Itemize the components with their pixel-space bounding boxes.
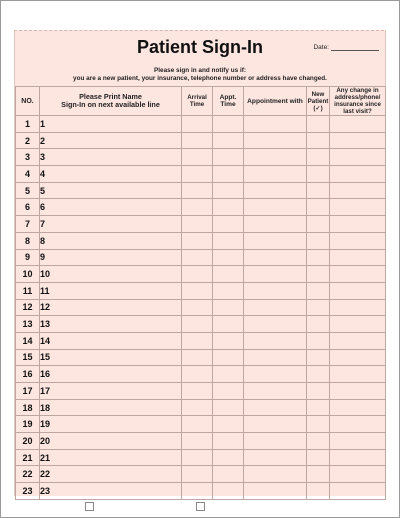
change-cell[interactable] <box>330 166 386 183</box>
row-number: 15 <box>16 349 40 366</box>
change-cell[interactable] <box>330 466 386 483</box>
table-row <box>16 399 386 416</box>
arrival-cell[interactable] <box>182 199 213 216</box>
table-header-row <box>16 87 386 116</box>
new-patient-cell[interactable] <box>307 249 330 266</box>
table-row <box>16 149 386 166</box>
appointment-with-cell[interactable] <box>244 433 307 450</box>
table-row <box>16 166 386 183</box>
row-number: 10 <box>16 266 40 283</box>
new-patient-cell[interactable] <box>307 366 330 383</box>
column-header-new-line-2: Patient <box>307 97 329 105</box>
column-header-new-line-1: New <box>311 90 325 98</box>
name-cell[interactable]: 19 <box>40 416 182 433</box>
table-row <box>16 433 386 450</box>
table-row <box>16 249 386 266</box>
row-number: 13 <box>16 316 40 333</box>
column-header-change-line-3: insurance since <box>334 101 381 108</box>
column-header-appointment-with: Appointment with <box>244 87 307 116</box>
name-cell[interactable]: 5 <box>40 182 182 199</box>
name-cell[interactable]: 1 <box>40 116 182 133</box>
table-row <box>16 216 386 233</box>
change-cell[interactable] <box>330 383 386 400</box>
table-row <box>16 349 386 366</box>
date-field[interactable] <box>313 44 379 51</box>
change-cell[interactable] <box>330 433 386 450</box>
bottom-strip <box>0 496 400 518</box>
change-cell[interactable] <box>330 316 386 333</box>
appt-cell[interactable] <box>213 149 244 166</box>
arrival-cell[interactable] <box>182 232 213 249</box>
column-header-name <box>40 87 182 116</box>
arrival-cell[interactable] <box>182 116 213 133</box>
table-row <box>16 182 386 199</box>
row-number: 22 <box>16 466 40 483</box>
change-cell[interactable] <box>330 182 386 199</box>
appointment-with-cell[interactable] <box>244 249 307 266</box>
name-cell[interactable]: 6 <box>40 199 182 216</box>
name-cell[interactable]: 14 <box>40 332 182 349</box>
appt-cell[interactable] <box>213 116 244 133</box>
name-cell[interactable]: 12 <box>40 299 182 316</box>
name-cell[interactable]: 18 <box>40 399 182 416</box>
new-patient-cell[interactable] <box>307 182 330 199</box>
table-row <box>16 199 386 216</box>
row-number: 7 <box>16 216 40 233</box>
row-number: 18 <box>16 399 40 416</box>
name-cell[interactable]: 23 <box>40 483 182 500</box>
appt-cell[interactable] <box>213 182 244 199</box>
appt-cell[interactable] <box>213 232 244 249</box>
name-cell[interactable]: 9 <box>40 249 182 266</box>
sign-in-table <box>15 86 386 500</box>
appt-cell[interactable] <box>213 383 244 400</box>
row-number: 1 <box>16 116 40 133</box>
appointment-with-cell[interactable] <box>244 299 307 316</box>
appt-cell[interactable] <box>213 449 244 466</box>
name-cell[interactable]: 15 <box>40 349 182 366</box>
appointment-with-cell[interactable] <box>244 182 307 199</box>
date-label: Date: <box>313 44 329 51</box>
appt-cell[interactable] <box>213 249 244 266</box>
new-patient-cell[interactable] <box>307 132 330 149</box>
appointment-with-cell[interactable] <box>244 149 307 166</box>
arrival-cell[interactable] <box>182 299 213 316</box>
arrival-cell[interactable] <box>182 366 213 383</box>
column-header-new-patient <box>307 87 330 116</box>
row-number: 20 <box>16 433 40 450</box>
column-header-appt-line-2: Time <box>220 101 236 108</box>
column-header-appt-line-1: Appt. <box>219 94 237 101</box>
appt-cell[interactable] <box>213 282 244 299</box>
column-header-no: NO. <box>16 87 40 116</box>
name-cell[interactable]: 20 <box>40 433 182 450</box>
row-number: 12 <box>16 299 40 316</box>
new-patient-cell[interactable] <box>307 149 330 166</box>
perforation-line <box>14 30 384 31</box>
row-number: 9 <box>16 249 40 266</box>
appointment-with-cell[interactable] <box>244 466 307 483</box>
column-header-name-line-1: Please Print Name <box>79 91 142 101</box>
column-header-change <box>330 87 386 116</box>
table-row <box>16 332 386 349</box>
table-row <box>16 383 386 400</box>
arrival-cell[interactable] <box>182 282 213 299</box>
new-patient-cell[interactable] <box>307 299 330 316</box>
row-number: 11 <box>16 282 40 299</box>
row-number: 6 <box>16 199 40 216</box>
sign-in-sheet <box>14 30 386 496</box>
appointment-with-cell[interactable] <box>244 216 307 233</box>
row-number: 16 <box>16 366 40 383</box>
name-cell[interactable]: 13 <box>40 316 182 333</box>
arrival-cell[interactable] <box>182 316 213 333</box>
table-body <box>16 116 386 500</box>
appointment-with-cell[interactable] <box>244 282 307 299</box>
change-cell[interactable] <box>330 299 386 316</box>
appointment-with-cell[interactable] <box>244 116 307 133</box>
new-patient-cell[interactable] <box>307 116 330 133</box>
appointment-with-cell[interactable] <box>244 132 307 149</box>
table-row <box>16 299 386 316</box>
appointment-with-cell[interactable] <box>244 332 307 349</box>
table-row <box>16 366 386 383</box>
table-row <box>16 449 386 466</box>
instructions <box>15 67 385 83</box>
row-number: 19 <box>16 416 40 433</box>
column-header-arrival-line-2: Time <box>189 101 205 108</box>
appt-cell[interactable] <box>213 316 244 333</box>
new-patient-cell[interactable] <box>307 216 330 233</box>
name-cell[interactable]: 17 <box>40 383 182 400</box>
column-header-new-line-3: (✓) <box>313 104 323 112</box>
column-header-change-line-4: last visit? <box>343 108 372 115</box>
new-patient-cell[interactable] <box>307 199 330 216</box>
arrival-cell[interactable] <box>182 132 213 149</box>
name-cell[interactable]: 22 <box>40 466 182 483</box>
change-cell[interactable] <box>330 216 386 233</box>
appointment-with-cell[interactable] <box>244 399 307 416</box>
new-patient-cell[interactable] <box>307 466 330 483</box>
appointment-with-cell[interactable] <box>244 349 307 366</box>
change-cell[interactable] <box>330 449 386 466</box>
change-cell[interactable] <box>330 149 386 166</box>
name-cell[interactable]: 21 <box>40 449 182 466</box>
form-title: Patient Sign-In <box>137 37 263 57</box>
arrival-cell[interactable] <box>182 149 213 166</box>
change-cell[interactable] <box>330 332 386 349</box>
arrival-cell[interactable] <box>182 349 213 366</box>
table-row <box>16 116 386 133</box>
column-header-appt <box>213 87 244 116</box>
arrival-cell[interactable] <box>182 449 213 466</box>
column-header-arrival <box>182 87 213 116</box>
arrival-cell[interactable] <box>182 332 213 349</box>
name-cell[interactable]: 10 <box>40 266 182 283</box>
new-patient-cell[interactable] <box>307 266 330 283</box>
name-cell[interactable]: 11 <box>40 282 182 299</box>
change-cell[interactable] <box>330 282 386 299</box>
appt-cell[interactable] <box>213 349 244 366</box>
new-patient-cell[interactable] <box>307 332 330 349</box>
new-patient-cell[interactable] <box>307 383 330 400</box>
instructions-line-2: you are a new patient, your insurance, telephone number or address have changed. <box>73 75 327 82</box>
table-row <box>16 316 386 333</box>
row-number: 17 <box>16 383 40 400</box>
row-number: 14 <box>16 332 40 349</box>
arrival-cell[interactable] <box>182 433 213 450</box>
row-number: 5 <box>16 182 40 199</box>
appointment-with-cell[interactable] <box>244 416 307 433</box>
new-patient-cell[interactable] <box>307 433 330 450</box>
appt-cell[interactable] <box>213 199 244 216</box>
column-header-change-line-2: address/phone/ <box>334 94 381 101</box>
appointment-with-cell[interactable] <box>244 266 307 283</box>
arrival-cell[interactable] <box>182 266 213 283</box>
appointment-with-cell[interactable] <box>244 383 307 400</box>
row-number: 4 <box>16 166 40 183</box>
appointment-with-cell[interactable] <box>244 366 307 383</box>
arrival-cell[interactable] <box>182 166 213 183</box>
row-number: 23 <box>16 483 40 500</box>
arrival-cell[interactable] <box>182 466 213 483</box>
row-number: 2 <box>16 132 40 149</box>
new-patient-cell[interactable] <box>307 416 330 433</box>
appt-cell[interactable] <box>213 132 244 149</box>
checkbox-left[interactable] <box>85 502 94 511</box>
name-cell[interactable]: 7 <box>40 216 182 233</box>
arrival-cell[interactable] <box>182 383 213 400</box>
change-cell[interactable] <box>330 132 386 149</box>
change-cell[interactable] <box>330 232 386 249</box>
name-cell[interactable]: 16 <box>40 366 182 383</box>
arrival-cell[interactable] <box>182 216 213 233</box>
date-line[interactable] <box>331 44 379 51</box>
name-cell[interactable]: 3 <box>40 149 182 166</box>
arrival-cell[interactable] <box>182 399 213 416</box>
table-row <box>16 282 386 299</box>
appointment-with-cell[interactable] <box>244 449 307 466</box>
appt-cell[interactable] <box>213 366 244 383</box>
column-header-name-line-2: Sign-In on next available line <box>61 100 160 109</box>
arrival-cell[interactable] <box>182 249 213 266</box>
new-patient-cell[interactable] <box>307 399 330 416</box>
new-patient-cell[interactable] <box>307 166 330 183</box>
appointment-with-cell[interactable] <box>244 199 307 216</box>
appointment-with-cell[interactable] <box>244 166 307 183</box>
appt-cell[interactable] <box>213 466 244 483</box>
column-header-change-line-1: Any change in <box>336 87 379 94</box>
appointment-with-cell[interactable] <box>244 232 307 249</box>
change-cell[interactable] <box>330 349 386 366</box>
name-cell[interactable]: 2 <box>40 132 182 149</box>
new-patient-cell[interactable] <box>307 449 330 466</box>
appt-cell[interactable] <box>213 216 244 233</box>
new-patient-cell[interactable] <box>307 349 330 366</box>
new-patient-cell[interactable] <box>307 282 330 299</box>
arrival-cell[interactable] <box>182 416 213 433</box>
row-number: 3 <box>16 149 40 166</box>
change-cell[interactable] <box>330 399 386 416</box>
appt-cell[interactable] <box>213 332 244 349</box>
arrival-cell[interactable] <box>182 182 213 199</box>
row-number: 8 <box>16 232 40 249</box>
column-header-arrival-line-1: Arrival <box>187 94 207 101</box>
instructions-line-1: Please sign in and notify us if: <box>154 67 246 74</box>
change-cell[interactable] <box>330 249 386 266</box>
appt-cell[interactable] <box>213 166 244 183</box>
checkbox-right[interactable] <box>196 502 205 511</box>
change-cell[interactable] <box>330 366 386 383</box>
change-cell[interactable] <box>330 416 386 433</box>
name-cell[interactable]: 4 <box>40 166 182 183</box>
row-number: 21 <box>16 449 40 466</box>
table-row <box>16 132 386 149</box>
change-cell[interactable] <box>330 116 386 133</box>
table-row <box>16 266 386 283</box>
appt-cell[interactable] <box>213 299 244 316</box>
change-cell[interactable] <box>330 199 386 216</box>
change-cell[interactable] <box>330 266 386 283</box>
new-patient-cell[interactable] <box>307 232 330 249</box>
appointment-with-cell[interactable] <box>244 316 307 333</box>
appt-cell[interactable] <box>213 399 244 416</box>
new-patient-cell[interactable] <box>307 316 330 333</box>
appt-cell[interactable] <box>213 416 244 433</box>
name-cell[interactable]: 8 <box>40 232 182 249</box>
table-row <box>16 466 386 483</box>
table-row <box>16 416 386 433</box>
appt-cell[interactable] <box>213 433 244 450</box>
appt-cell[interactable] <box>213 266 244 283</box>
table-row <box>16 232 386 249</box>
